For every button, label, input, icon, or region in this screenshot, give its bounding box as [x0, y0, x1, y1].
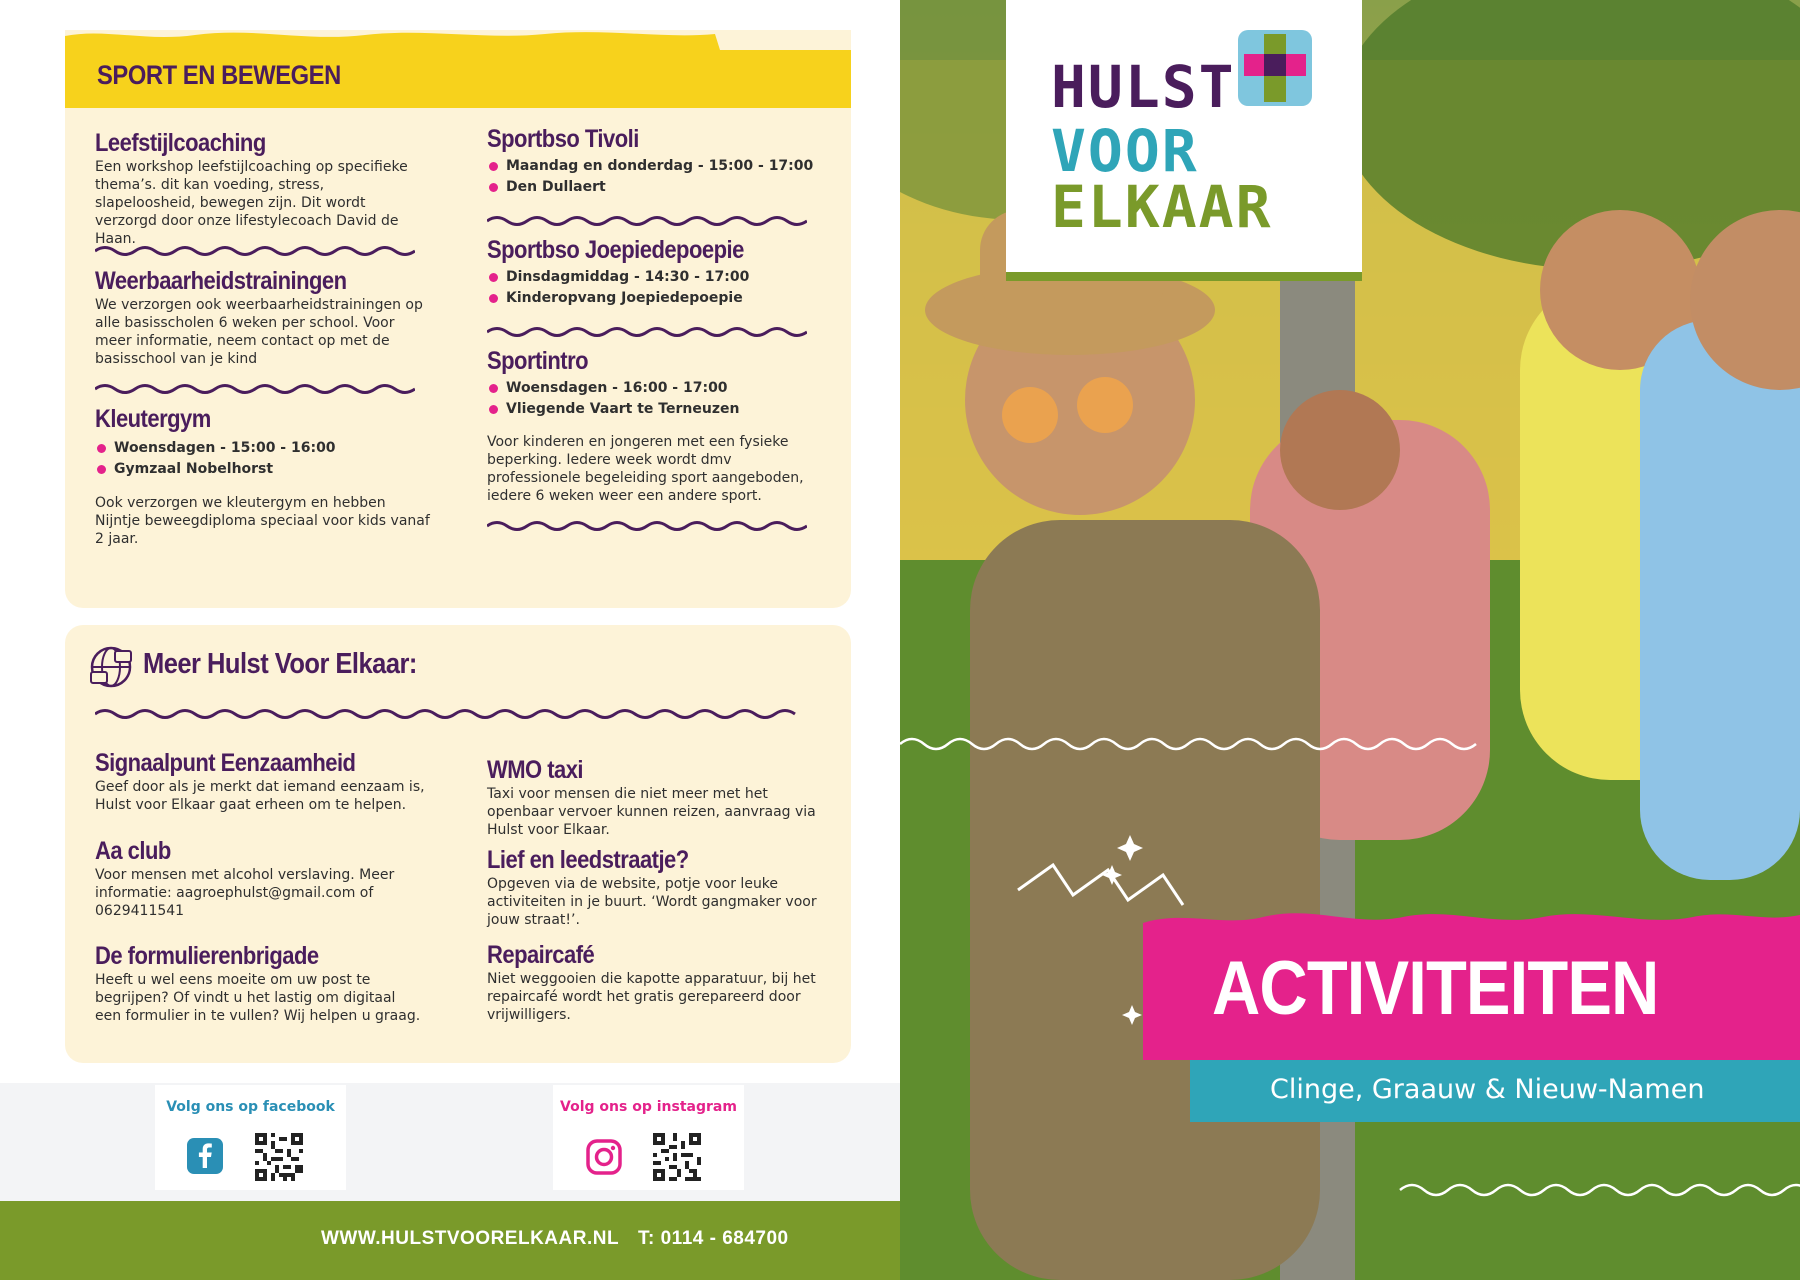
item-heading: Weerbaarheidstrainingen — [95, 267, 347, 295]
item-leefstijlcoaching — [95, 130, 425, 248]
website-link[interactable]: WWW.HULSTVOORELKAAR.NL — [321, 1228, 620, 1249]
social-strip — [0, 1083, 900, 1201]
logo-box — [1006, 0, 1362, 280]
item-text: Opgeven via de website, potje voor leuke activiteiten in je buurt. ‘Wordt gangmaker voor jouw straat!’. — [487, 875, 817, 928]
instagram-icon[interactable] — [585, 1138, 623, 1176]
logo-line-2: VOOR — [1051, 117, 1199, 185]
item-lief-en-leedstraatje — [487, 847, 827, 929]
item-heading: Sportbso Tivoli — [487, 125, 639, 153]
item-bullets — [487, 378, 827, 420]
sport-section — [65, 30, 851, 608]
item-sportbso-joepiedepoepie — [487, 237, 827, 309]
item-heading: Leefstijlcoaching — [95, 129, 266, 157]
facebook-card[interactable] — [155, 1085, 346, 1190]
item-sportintro — [487, 348, 827, 505]
logo-line-1: HULST — [1051, 53, 1236, 121]
wave-divider — [95, 244, 415, 258]
more-title: Meer Hulst Voor Elkaar: — [143, 648, 417, 680]
more-section — [65, 625, 851, 1063]
bullet: Gymzaal Nobelhorst — [95, 459, 435, 480]
phone-number: T: 0114 - 684700 — [638, 1228, 789, 1249]
sport-title: SPORT EN BEWEGEN — [97, 60, 341, 90]
item-heading: Sportintro — [487, 347, 589, 375]
cover-panel — [900, 0, 1800, 1280]
wave-divider — [95, 707, 815, 721]
item-text: Een workshop leefstijlcoaching op specifieke thema’s. dit kan voeding, stress, slapeloosheid, bewegen zijn. Dit wordt verzorgd door onze lifestylecoach David de Haan. — [95, 158, 408, 247]
instagram-card[interactable] — [553, 1085, 744, 1190]
bullet: Vliegende Vaart te Terneuzen — [487, 399, 827, 420]
cover-title: ACTIVITEITEN — [1212, 946, 1659, 1031]
item-text: Voor kinderen en jongeren met een fysieke beperking. Iedere week wordt dmv professionele begeleiding sport aangeboden, iedere 6 weken weer een andere sport. — [487, 433, 804, 504]
item-text: Geef door als je merkt dat iemand eenzaam is, Hulst voor Elkaar gaat erheen om te helpen. — [95, 778, 425, 813]
item-heading: Signaalpunt Eenzaamheid — [95, 749, 356, 777]
subtitle-banner — [1190, 1060, 1800, 1122]
logo-cross-icon — [1238, 30, 1312, 106]
item-text: Taxi voor mensen die niet meer met het openbaar vervoer kunnen reizen, aanvraag via Hulst voor Elkaar. — [487, 785, 816, 838]
bullet: Woensdagen - 16:00 - 17:00 — [487, 378, 827, 399]
item-text: Voor mensen met alcohol verslaving. Meer informatie: aagroephulst@gmail.com of 0629411541 — [95, 866, 395, 919]
bullet: Dinsdagmiddag - 14:30 - 17:00 — [487, 267, 827, 288]
item-heading: Kleutergym — [95, 405, 211, 433]
qr-code-icon — [653, 1133, 701, 1181]
item-heading: Sportbso Joepiedepoepie — [487, 236, 744, 264]
bullet: Den Dullaert — [487, 177, 827, 198]
footer-bar — [0, 1201, 900, 1280]
wave-divider — [95, 382, 415, 396]
cover-subtitle: Clinge, Graauw & Nieuw-Namen — [1270, 1074, 1705, 1105]
logo-underline — [1006, 272, 1362, 281]
wave-divider — [487, 214, 807, 228]
qr-code-icon — [255, 1133, 303, 1181]
item-text: We verzorgen ook weerbaarheidstrainingen op alle basisscholen 6 weken per school. Voor meer informatie, neem contact op met de basisschool van je kind — [95, 296, 423, 367]
item-formulierenbrigade — [95, 943, 425, 1025]
item-bullets — [487, 156, 827, 198]
item-signaalpunt — [95, 750, 425, 814]
globe-chat-icon — [89, 645, 133, 689]
facebook-icon[interactable] — [187, 1138, 223, 1174]
bullet: Maandag en donderdag - 15:00 - 17:00 — [487, 156, 827, 177]
item-text: Heeft u wel eens moeite om uw post te begrijpen? Of vindt u het lastig om digitaal een formulier in te vullen? Wij helpen u graag. — [95, 971, 421, 1024]
bullet: Kinderopvang Joepiedepoepie — [487, 288, 827, 309]
item-text: Ook verzorgen we kleutergym en hebben Nijntje beweegdiploma speciaal voor kids vanaf 2 jaar. — [95, 494, 430, 547]
logo-line-3: ELKAAR — [1051, 173, 1273, 241]
item-bullets — [487, 267, 827, 309]
item-sportbso-tivoli — [487, 126, 827, 198]
item-heading: Repaircafé — [487, 941, 595, 969]
item-heading: WMO taxi — [487, 756, 584, 784]
item-repaircafe — [487, 942, 827, 1024]
item-weerbaarheid — [95, 268, 425, 368]
item-kleutergym — [95, 406, 435, 548]
wave-divider — [487, 325, 807, 339]
bullet: Woensdagen - 15:00 - 16:00 — [95, 438, 435, 459]
item-heading: De formulierenbrigade — [95, 942, 319, 970]
item-wmo-taxi — [487, 757, 827, 839]
item-text: Niet weggooien die kapotte apparatuur, bij het repaircafé wordt het gratis gerepareerd door vrijwilligers. — [487, 970, 816, 1023]
facebook-label: Volg ons op facebook — [166, 1099, 335, 1115]
item-bullets — [95, 438, 435, 480]
item-heading: Aa club — [95, 837, 171, 865]
wave-divider — [487, 519, 807, 533]
item-heading: Lief en leedstraatje? — [487, 846, 689, 874]
instagram-label: Volg ons op instagram — [560, 1099, 737, 1115]
item-aa-club — [95, 838, 425, 920]
sport-header — [65, 30, 851, 108]
